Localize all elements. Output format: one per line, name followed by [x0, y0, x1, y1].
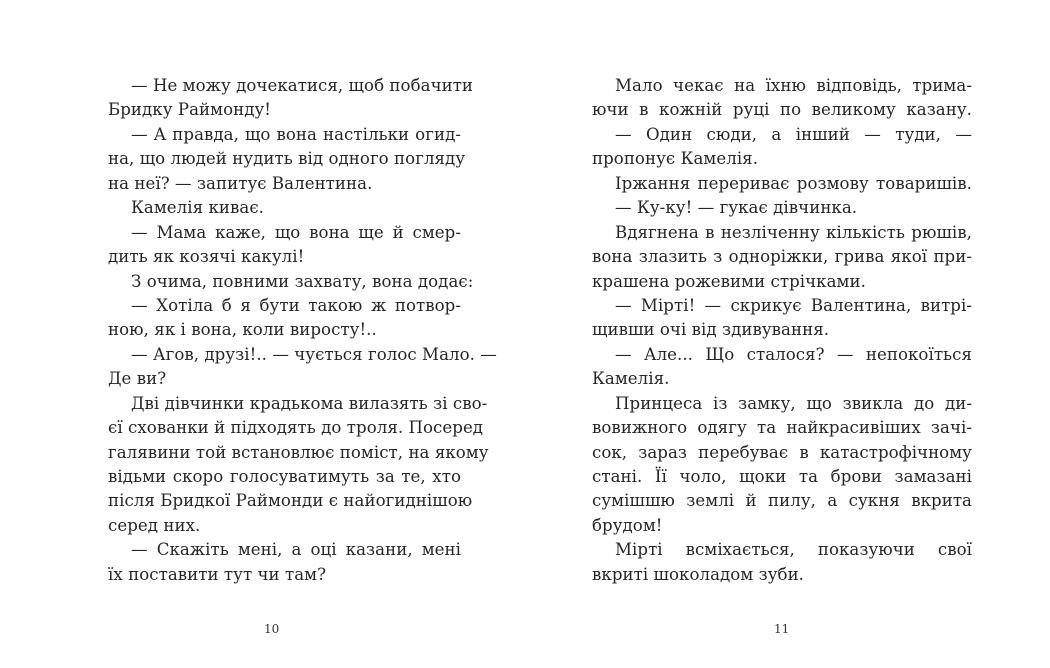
text-line: ною, як і вона, коли виросту!..: [108, 320, 377, 340]
text-line: дить як козячі какулі!: [108, 247, 305, 267]
text-line: серед них.: [108, 515, 201, 535]
text-line: стані. Її чоло, щоки та брови замазані: [592, 467, 972, 486]
text-line: Бридку Раймонду!: [108, 100, 272, 120]
text-line: Де ви?: [108, 369, 167, 389]
text-line: Принцеса із замку, що звикла до ди-: [615, 393, 972, 413]
page-number-right: 11: [774, 622, 790, 636]
text-line: вкриті шоколадом зуби.: [592, 564, 804, 584]
text-line: — Але... Що сталося? — непокоїться: [615, 344, 972, 364]
text-line: сок, зараз перебуває в катастрофічному: [592, 442, 972, 462]
left-page-text: [108, 74, 497, 587]
text-line: їх поставити тут чи там?: [108, 564, 327, 584]
page-number-left: 10: [264, 622, 280, 636]
text-line: пропонує Камелія.: [592, 149, 759, 169]
text-line: єї схованки й підходять до троля. Посеред: [108, 418, 484, 438]
text-line: — Один сюди, а інший — туди, —: [615, 124, 972, 144]
text-line: сумішшю землі й пилу, а сукня вкрита: [592, 491, 972, 511]
text-line: на неї? — запитує Валентина.: [108, 173, 373, 193]
text-line: — Мама каже, що вона ще й смер-: [131, 222, 461, 242]
text-line: крашена рожевими стрічками.: [592, 271, 866, 291]
text-line: відьми скоро голосуватимуть за те, хто: [108, 467, 461, 486]
text-line: ючи в кожній руці по великому казану.: [592, 100, 972, 120]
text-line: вона злазить з одноріжки, грива якої при-: [592, 247, 972, 267]
text-line: галявини той встановлює поміст, на якому: [108, 442, 489, 462]
text-line: — Агов, друзі!.. — чується голос Мало. —: [131, 344, 497, 364]
text-line: Камелія.: [592, 369, 670, 389]
text-line: — Мірті! — скрикує Валентина, витрі-: [615, 295, 972, 315]
text-line: З очима, повними захвату, вона додає:: [131, 271, 474, 291]
text-line: — А правда, що вона настільки огид-: [131, 124, 461, 144]
text-line: на, що людей нудить від одного погляду: [108, 149, 466, 169]
text-line: Вдягнена в незліченну кількість рюшів,: [615, 222, 972, 242]
text-line: щивши очі від здивування.: [592, 320, 830, 340]
text-line: Мірті всміхається, показуючи свої: [615, 540, 972, 560]
text-line: Іржання перериває розмову товаришів.: [615, 173, 972, 193]
text-line: брудом!: [592, 515, 663, 535]
text-line: після Бридкої Раймонди є найогиднішою: [108, 491, 473, 511]
text-line: вовижного одягу та найкрасивіших зачі-: [592, 418, 972, 438]
right-page-text: [592, 74, 972, 587]
text-line: Мало чекає на їхню відповідь, трима-: [615, 76, 972, 95]
text-line: — Хотіла б я бути такою ж потвор-: [131, 295, 461, 315]
text-line: — Не можу дочекатися, щоб побачити: [131, 76, 474, 95]
text-line: — Скажіть мені, а оці казани, мені: [131, 540, 461, 560]
text-line: Камелія киває.: [131, 198, 264, 218]
text-line: — Ку-ку! — гукає дівчинка.: [615, 198, 858, 218]
text-line: Дві дівчинки крадькома вилазять зі сво-: [131, 393, 488, 413]
